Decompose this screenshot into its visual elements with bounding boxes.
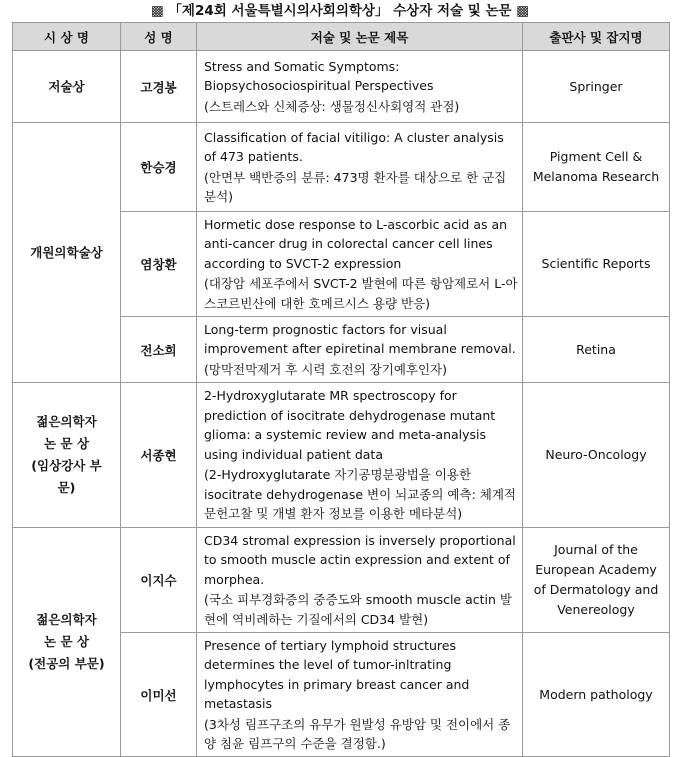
paper-title (197, 51, 523, 123)
recipient-name: 서종현 (121, 383, 197, 528)
header-name: 성 명 (121, 23, 197, 51)
paper-title (197, 528, 523, 633)
award-category-line: (전공의 부문) (28, 656, 105, 671)
publisher: Springer (523, 51, 670, 123)
header-award: 시 상 명 (13, 23, 121, 51)
table-row (13, 383, 670, 528)
document-title: ▩ 「제24회 서울특별시의사회의학상」 수상자 저술 및 논문 ▩ (150, 3, 530, 19)
paper-title (197, 317, 523, 383)
award-category: 저술상 (13, 51, 121, 123)
recipient-name: 염창환 (121, 212, 197, 317)
publisher: Scientific Reports (523, 212, 670, 317)
paper-title-ko: (대장암 세포주에서 SVCT-2 발현에 따른 항암제로서 L-아스코르빈산에 대한 호메르시스 용량 반응) (204, 276, 518, 311)
recipient-name: 이미선 (121, 633, 197, 757)
publisher: Journal of the European Academy of Dermatology and Venereology (523, 528, 670, 633)
paper-title-en: Presence of tertiary lymphoid structures determines the level of tumor-inltrating lymphocytes in primary breast cancer and metastasis (204, 637, 470, 711)
header-publisher: 출판사 및 잡지명 (523, 23, 670, 51)
table-row (13, 123, 670, 212)
paper-title-ko: (국소 피부경화증의 중증도와 smooth muscle actin 발현에 역비례하는 기질에서의 CD34 발현) (204, 592, 512, 627)
paper-title-en: CD34 stromal expression is inversely proportional to smooth muscle actin expression and extent of morphea. (204, 532, 516, 587)
recipient-name: 한승경 (121, 123, 197, 212)
award-category-line: 젊은의학자 (36, 612, 97, 627)
header-title: 저술 및 논문 제목 (197, 23, 523, 51)
paper-title (197, 212, 523, 317)
recipient-name: 전소희 (121, 317, 197, 383)
paper-title-en: 2-Hydroxyglutarate MR spectroscopy for prediction of isocitrate dehydrogenase mutant glioma: a systemic review and meta-analysis using individual patient data (204, 388, 496, 462)
paper-title-en: Hormetic dose response to L-ascorbic acid as an anti-cancer drug in colorectal cancer cell lines according to SVCT-2 expression (204, 216, 508, 271)
recipient-name: 이지수 (121, 528, 197, 633)
award-category (13, 528, 121, 757)
award-category-line: 논 문 상 (44, 634, 89, 649)
paper-title (197, 123, 523, 212)
paper-title-ko: (3차성 림프구조의 유무가 원발성 유방암 및 전이에서 종양 침윤 림프구의 수준을 결정함.) (204, 716, 511, 751)
paper-title-ko: (안면부 백반증의 분류: 473명 환자를 대상으로 한 군집분석) (204, 169, 507, 204)
paper-title-en: Stress and Somatic Symptoms: Biopsychosociospiritual Perspectives (204, 58, 434, 94)
paper-title-ko: (스트레스와 신체증상: 생물정신사회영적 관점) (204, 98, 460, 114)
publisher: Modern pathology (523, 633, 670, 757)
publisher: Retina (523, 317, 670, 383)
award-category (13, 383, 121, 528)
recipient-name: 고경봉 (121, 51, 197, 123)
paper-title (197, 383, 523, 528)
table-row (13, 528, 670, 633)
award-category: 개원의학술상 (13, 123, 121, 383)
header-row (13, 23, 670, 51)
award-category-line: 젊은의학자 (36, 414, 97, 429)
paper-title (197, 633, 523, 757)
publisher: Pigment Cell & Melanoma Research (523, 123, 670, 212)
paper-title-ko: (망막전막제거 후 시력 호전의 장기예후인자) (204, 361, 447, 377)
paper-title-en: Long-term prognostic factors for visual improvement after epiretinal membrane removal. (204, 321, 516, 357)
paper-title-en: Classification of facial vitiligo: A cluster analysis of 473 patients. (204, 129, 504, 164)
award-category-line: 논 문 상 (44, 436, 89, 451)
paper-title-ko: (2-Hydroxyglutarate 자기공명분광법을 이용한 isocitrate dehydrogenase 변이 뇌교종의 예측: 체계적 문헌고찰 및 개별 환자 정보를 이용한 메타분석) (204, 467, 516, 522)
awards-table (12, 22, 670, 757)
table-row (13, 51, 670, 123)
award-category-line: (임상강사 부 (31, 458, 102, 473)
publisher: Neuro-Oncology (523, 383, 670, 528)
award-category-line: 문) (57, 480, 76, 495)
